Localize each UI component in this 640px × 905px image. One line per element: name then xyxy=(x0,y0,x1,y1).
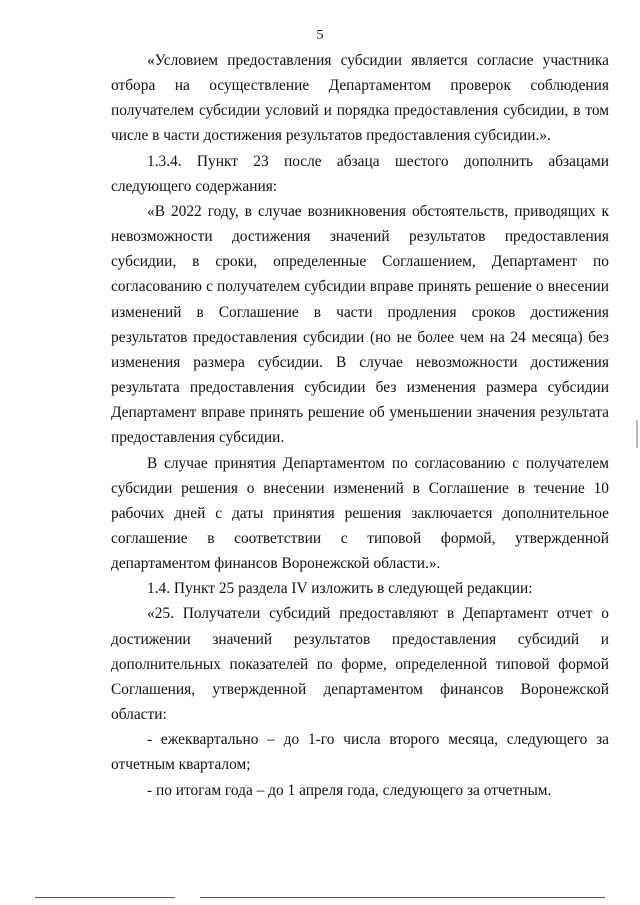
paragraph-agreement-changes: В случае принятия Департаментом по согласованию с получателем субсидии решения о внесении изменений в Соглашение в течение 10 рабочих дней с даты принятия решения заключается дополнительное соглашение в соответствии с типовой формой, утвержденной департаментом финансов Воронежской области.». xyxy=(111,454,609,573)
paragraph-item-1-4: 1.4. Пункт 25 раздела IV изложить в следующей редакции: xyxy=(147,580,533,598)
document-body xyxy=(111,48,609,803)
scan-edge-mark xyxy=(636,420,638,448)
paragraph-consent-clause: «Условием предоставления субсидии является согласие участника отбора на осуществление Департаментом проверок соблюдения получателем субсидии условий и порядка предоставления субсидии, в том числе в части достижения результатов предоставления субсидии.». xyxy=(111,52,609,145)
paragraph-item-25: «25. Получатели субсидий предоставляют в Департамент отчет о достижении значений результатов предоставления субсидий и дополнительных показателей по форме, определенной типовой формой Соглашения, утвержденной департаментом финансов Воронежской области: xyxy=(111,605,609,724)
footer-rule-left xyxy=(35,897,175,898)
paragraph-2022-clause: «В 2022 году, в случае возникновения обстоятельств, приводящих к невозможности достижения значений результатов предоставления субсидии, в сроки, определенные Соглашением, Департамент по согласованию с получателем субсидии вправе принять решение о внесении изменений в Соглашение в части продления сроков достижения результатов предоставления субсидии (но не более чем на 24 месяца) без изменения размера субсидии. В случае невозможности достижения результата предоставления субсидии без изменения размера субсидии Департамент вправе принять решение об уменьшении значения результата предоставления субсидии. xyxy=(111,202,609,447)
paragraph-item-1-3-4: 1.3.4. Пункт 23 после абзаца шестого дополнить абзацами следующего содержания: xyxy=(111,152,609,195)
footer-rule-right xyxy=(200,897,605,898)
list-item-annual: - по итогам года – до 1 апреля года, следующего за отчетным. xyxy=(147,781,552,799)
page-number: 5 xyxy=(316,28,324,43)
list-item-quarterly: - ежеквартально – до 1-го числа второго месяца, следующего за отчетным кварталом; xyxy=(111,731,609,774)
